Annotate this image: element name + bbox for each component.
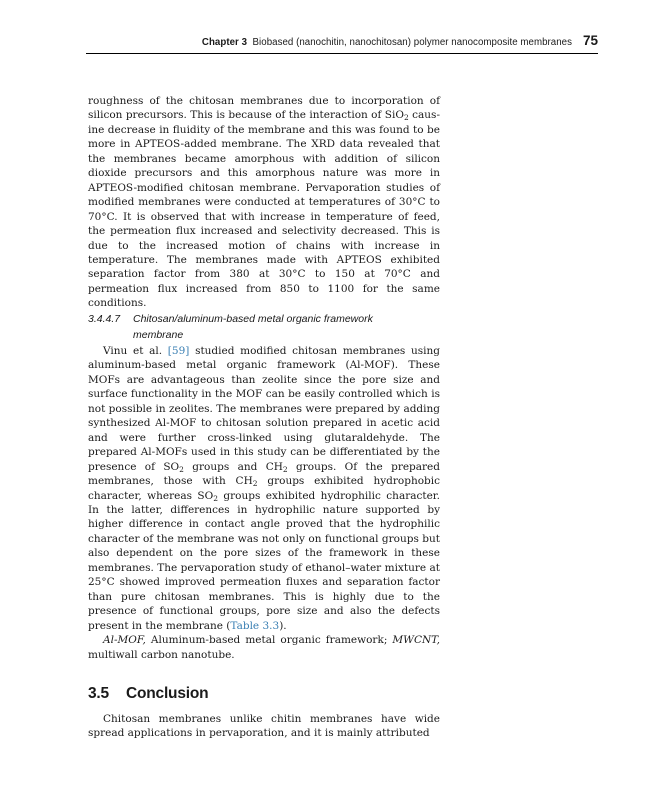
running-head — [202, 37, 572, 48]
abbrev-al-mof: Al-MOF, — [103, 634, 146, 647]
chapter-title: Biobased (nanochitin, nanochitosan) polymer nanocomposite membranes — [252, 37, 572, 48]
page-number: 75 — [582, 33, 598, 48]
paragraph-conclusion — [88, 712, 440, 741]
abbrev-al-mof-def: Aluminum-based metal organic framework; — [145, 634, 393, 647]
section-heading-3447 — [88, 311, 440, 343]
section-title: Conclusion — [126, 685, 209, 702]
para1-text-1: roughness of the chitosan membranes due to incorporation of silicon precursors. This is because of the interaction of SiO — [88, 95, 440, 122]
paragraph-al-mof — [88, 344, 440, 662]
subscript: 2 — [252, 479, 258, 489]
abbreviations — [88, 633, 440, 662]
page-header — [86, 33, 598, 54]
chapter-label: Chapter 3 — [201, 37, 248, 48]
subscript: 2 — [282, 464, 288, 474]
paragraph-roughness — [88, 94, 440, 311]
section-heading-conclusion — [88, 685, 440, 703]
para2-text-7: ). — [279, 619, 287, 632]
para2-text-6: groups exhibited hydrophilic character. In the latter, differences in hydrophilic nature supported by higher difference in contact angle proved that the hydrophilic character of the membrane was not only on functional groups but also dependent on the pore sizes of the framework in these membranes. The pervaporation study of ethanol–water mixture at 25°C showed improved permeation fluxes and separation factor than pure chitosan membranes. This is highly due to the presence of functional groups, pore size and also the defects present in the membrane ( — [88, 489, 440, 632]
para1-text-2: causine decrease in fluidity of the membrane and this was found to be more in APTEOS-added membrane. The XRD data revealed that the membranes became amorphous with addition of silicon dioxide precursors and this amorphous nature was more in APTEOS-modified chitosan membrane. Pervaporation studies of modified membranes were conducted at temperatures of 30°C to 70°C. It is observed that with increase in temperature of feed, the permeation flux increased and selectivity decreased. This is due to the increased motion of chains with increase in temperature. The membranes made with APTEOS exhibited separation factor from 380 at 30°C to 150 at 70°C and permeation flux increased from 850 to 1100 for the same conditions. — [88, 109, 440, 310]
conclusion-text: Chitosan membranes unlike chitin membranes have wide spread applications in pervaporation, and it is mainly attributed — [88, 713, 440, 740]
abbrev-mwcnt: MWCNT, — [392, 634, 440, 647]
para2-text-3: groups and CH — [183, 460, 283, 473]
section-title-line2: membrane — [133, 329, 184, 341]
para2-text-4: groups. Of the prepared membranes, those with CH — [88, 460, 440, 488]
para2-text-2: studied modified chitosan membranes using aluminum-based metal organic framework (Al-MOF). These MOFs are advantageous than zeolite since the pore size and surface functionality in the MOF can be easily controlled which is not possible in zeolites. The membranes were prepared by adding synthesized Al-MOF to chitosan solution prepared in acetic acid and were further cross-linked using glutaraldehyde. The prepared Al-MOFs used in this study can be differentiated by the presence of SO — [88, 345, 441, 473]
para2-text-5: groups exhibited hydrophobic character, whereas SO — [88, 475, 440, 502]
section-number: 3.4.4.7 — [88, 313, 121, 325]
table-link[interactable]: Table 3.3 — [230, 619, 280, 632]
para2-text-1: Vinu et al. — [103, 345, 168, 357]
section-title-line1: Chitosan/aluminum-based metal organic framework — [133, 313, 373, 325]
subscript: 2 — [213, 493, 218, 503]
subscript: 2 — [179, 464, 184, 474]
para1-sub: 2 — [403, 113, 409, 123]
section-number: 3.5 — [88, 685, 109, 702]
citation-link[interactable]: [59] — [167, 345, 190, 357]
abbrev-mwcnt-def: multiwall carbon nanotube. — [88, 648, 235, 661]
